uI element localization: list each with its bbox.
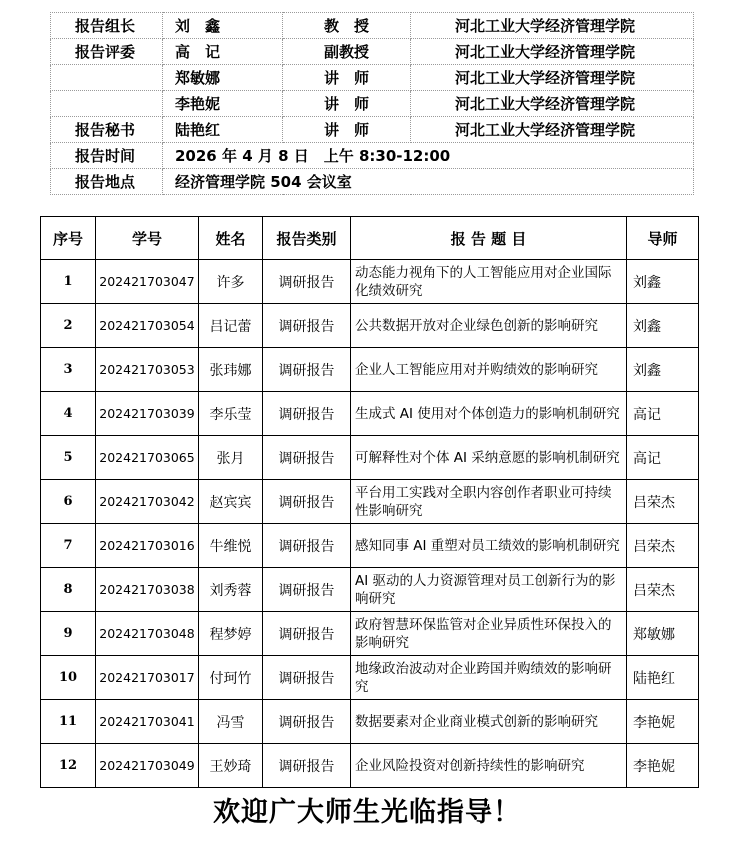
student-name: 牛维悦 <box>199 524 263 568</box>
report-title: 动态能力视角下的人工智能应用对企业国际化绩效研究 <box>351 260 627 304</box>
row-number: 10 <box>41 656 96 700</box>
student-name: 吕记蕾 <box>199 304 263 348</box>
student-id: 202421703042 <box>96 480 199 524</box>
row-number: 4 <box>41 392 96 436</box>
report-place-row <box>51 169 694 195</box>
student-id: 202421703065 <box>96 436 199 480</box>
report-type: 调研报告 <box>263 392 351 436</box>
committee-rank: 讲 师 <box>283 117 411 143</box>
header-report-type: 报告类别 <box>263 217 351 260</box>
committee-org: 河北工业大学经济管理学院 <box>411 39 694 65</box>
row-number: 2 <box>41 304 96 348</box>
student-name: 王妙琦 <box>199 744 263 788</box>
table-row <box>41 700 699 744</box>
committee-name: 李艳妮 <box>163 91 283 117</box>
advisor-name: 刘鑫 <box>627 304 699 348</box>
header-report-title: 报 告 题 目 <box>351 217 627 260</box>
report-type: 调研报告 <box>263 700 351 744</box>
table-row <box>41 480 699 524</box>
row-number: 3 <box>41 348 96 392</box>
student-name: 程梦婷 <box>199 612 263 656</box>
header-advisor: 导师 <box>627 217 699 260</box>
student-id: 202421703048 <box>96 612 199 656</box>
report-title: AI 驱动的人力资源管理对员工创新行为的影响研究 <box>351 568 627 612</box>
row-number: 7 <box>41 524 96 568</box>
report-time-label: 报告时间 <box>51 143 163 169</box>
student-id: 202421703053 <box>96 348 199 392</box>
report-title: 数据要素对企业商业模式创新的影响研究 <box>351 700 627 744</box>
row-number: 5 <box>41 436 96 480</box>
table-row <box>41 436 699 480</box>
committee-org: 河北工业大学经济管理学院 <box>411 117 694 143</box>
advisor-name: 刘鑫 <box>627 260 699 304</box>
advisor-name: 李艳妮 <box>627 700 699 744</box>
advisor-name: 吕荣杰 <box>627 524 699 568</box>
report-title: 企业人工智能应用对并购绩效的影响研究 <box>351 348 627 392</box>
committee-row <box>51 91 694 117</box>
student-id: 202421703016 <box>96 524 199 568</box>
student-name: 赵宾宾 <box>199 480 263 524</box>
header-name: 姓名 <box>199 217 263 260</box>
committee-org: 河北工业大学经济管理学院 <box>411 13 694 39</box>
report-title: 政府智慧环保监管对企业异质性环保投入的影响研究 <box>351 612 627 656</box>
report-title: 感知同事 AI 重塑对员工绩效的影响机制研究 <box>351 524 627 568</box>
report-time-value: 2026 年 4 月 8 日 上午 8:30-12:00 <box>163 143 694 169</box>
advisor-name: 郑敏娜 <box>627 612 699 656</box>
table-row <box>41 524 699 568</box>
row-number: 12 <box>41 744 96 788</box>
report-type: 调研报告 <box>263 524 351 568</box>
table-row <box>41 568 699 612</box>
student-id: 202421703047 <box>96 260 199 304</box>
student-id: 202421703054 <box>96 304 199 348</box>
committee-name: 高 记 <box>163 39 283 65</box>
table-header-row <box>41 217 699 260</box>
table-row <box>41 612 699 656</box>
committee-table <box>50 12 694 195</box>
report-type: 调研报告 <box>263 480 351 524</box>
advisor-name: 李艳妮 <box>627 744 699 788</box>
committee-org: 河北工业大学经济管理学院 <box>411 65 694 91</box>
student-name: 张玮娜 <box>199 348 263 392</box>
header-student-id: 学号 <box>96 217 199 260</box>
committee-row <box>51 39 694 65</box>
report-title: 企业风险投资对创新持续性的影响研究 <box>351 744 627 788</box>
committee-role: 报告组长 <box>51 13 163 39</box>
committee-role: 报告评委 <box>51 39 163 65</box>
report-type: 调研报告 <box>263 436 351 480</box>
header-no: 序号 <box>41 217 96 260</box>
report-title: 可解释性对个体 AI 采纳意愿的影响机制研究 <box>351 436 627 480</box>
report-title: 地缘政治波动对企业跨国并购绩效的影响研究 <box>351 656 627 700</box>
row-number: 6 <box>41 480 96 524</box>
committee-rank: 副教授 <box>283 39 411 65</box>
committee-role: 报告秘书 <box>51 117 163 143</box>
table-row <box>41 304 699 348</box>
student-name: 许多 <box>199 260 263 304</box>
committee-row <box>51 65 694 91</box>
student-name: 李乐莹 <box>199 392 263 436</box>
student-id: 202421703038 <box>96 568 199 612</box>
report-place-value: 经济管理学院 504 会议室 <box>163 169 694 195</box>
committee-row <box>51 117 694 143</box>
advisor-name: 高记 <box>627 436 699 480</box>
committee-name: 陆艳红 <box>163 117 283 143</box>
table-row <box>41 744 699 788</box>
welcome-footer: 欢迎广大师生光临指导！ <box>213 797 521 828</box>
report-type: 调研报告 <box>263 568 351 612</box>
committee-name: 刘 鑫 <box>163 13 283 39</box>
committee-rank: 讲 师 <box>283 65 411 91</box>
report-type: 调研报告 <box>263 656 351 700</box>
student-id: 202421703049 <box>96 744 199 788</box>
table-row <box>41 260 699 304</box>
committee-name: 郑敏娜 <box>163 65 283 91</box>
report-type: 调研报告 <box>263 348 351 392</box>
committee-role <box>51 65 163 91</box>
student-id: 202421703017 <box>96 656 199 700</box>
row-number: 9 <box>41 612 96 656</box>
student-name: 刘秀蓉 <box>199 568 263 612</box>
report-schedule-table <box>40 216 699 788</box>
advisor-name: 高记 <box>627 392 699 436</box>
report-title: 生成式 AI 使用对个体创造力的影响机制研究 <box>351 392 627 436</box>
student-id: 202421703039 <box>96 392 199 436</box>
row-number: 8 <box>41 568 96 612</box>
committee-rank: 教 授 <box>283 13 411 39</box>
report-title: 平台用工实践对全职内容创作者职业可持续性影响研究 <box>351 480 627 524</box>
student-name: 冯雪 <box>199 700 263 744</box>
student-name: 张月 <box>199 436 263 480</box>
advisor-name: 吕荣杰 <box>627 568 699 612</box>
advisor-name: 吕荣杰 <box>627 480 699 524</box>
report-type: 调研报告 <box>263 744 351 788</box>
committee-rank: 讲 师 <box>283 91 411 117</box>
student-id: 202421703041 <box>96 700 199 744</box>
report-title: 公共数据开放对企业绿色创新的影响研究 <box>351 304 627 348</box>
advisor-name: 刘鑫 <box>627 348 699 392</box>
report-type: 调研报告 <box>263 304 351 348</box>
student-name: 付珂竹 <box>199 656 263 700</box>
committee-row <box>51 13 694 39</box>
report-place-label: 报告地点 <box>51 169 163 195</box>
table-row <box>41 348 699 392</box>
row-number: 1 <box>41 260 96 304</box>
report-time-row <box>51 143 694 169</box>
committee-org: 河北工业大学经济管理学院 <box>411 91 694 117</box>
table-row <box>41 392 699 436</box>
report-type: 调研报告 <box>263 260 351 304</box>
table-row <box>41 656 699 700</box>
report-type: 调研报告 <box>263 612 351 656</box>
row-number: 11 <box>41 700 96 744</box>
advisor-name: 陆艳红 <box>627 656 699 700</box>
committee-role <box>51 91 163 117</box>
